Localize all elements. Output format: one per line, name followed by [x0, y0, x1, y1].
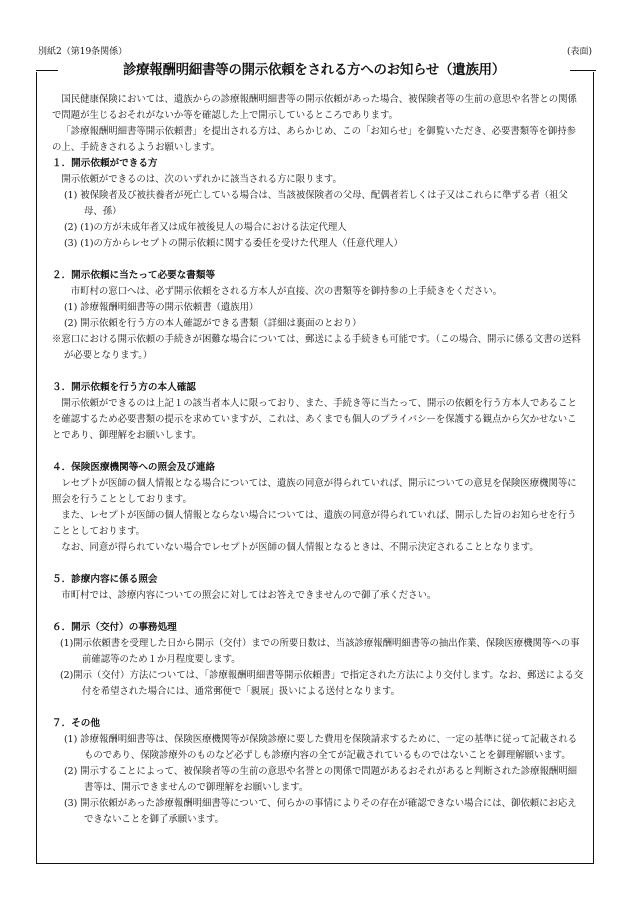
list-item: (2) 開示することによって、被保険者等の生前の意思や名誉との関係で問題があるおそれがあると判断された診療報酬明細書等は、開示できませんので御理解をお願いします。 — [64, 766, 577, 793]
section-treatment-inquiry — [52, 572, 584, 604]
list-item: (2)開示（交付）方法については、「診療報酬明細書等開示依頼書」で指定された方法により交付します。なお、郵送による交付を希望された場合には、通常郵便で「親展」扱いによる送付となります。 — [60, 670, 584, 697]
spacer — [52, 252, 584, 268]
notice-body — [52, 92, 584, 828]
section-identity-verification — [52, 380, 584, 444]
intro-paragraph: 「診療報酬明細書等開示依頼書」を提出される方は、あらかじめ、この「お知らせ」を御覧いただき、必要書類等を御持参の上、手続きされるようお願いします。 — [52, 126, 576, 153]
list-item: (3) (1)の方からレセプトの開示依頼に関する委任を受けた代理人（任意代理人） — [64, 238, 403, 249]
spacer — [52, 604, 584, 620]
section-text: レセプトが医師の個人情報となる場合については、遺族の同意が得られていれば、開示についての意見を保険医療機関等に照会を行うこととしております。 — [52, 478, 577, 505]
intro-paragraph: 国民健康保険においては、遺族からの診療報酬明細書等の開示依頼があった場合、被保険者等の生前の意思や名誉との関係で問題が生じるおそれがないか等を確認した上で開示しているところであります。 — [52, 94, 577, 121]
list-item: (2) 開示依頼を行う方の本人確認ができる書類（詳細は裏面のとおり） — [64, 318, 362, 329]
section-text: 開示依頼ができるのは上記１の該当者本人に限っており、また、手続き等に当たって、開示の依頼を行う方本人であることを確認するため必要書類の提示を求めていますが、これは、あくまでも個人のプライバシーを保護する観点から欠かせないことであり、御理解をお願いします。 — [52, 398, 577, 441]
page-title: 診療報酬明細書等の開示依頼をされる方へのお知らせ（遺族用） — [122, 63, 506, 78]
section-text: 市町村では、診療内容についての照会に対してはお答えできませんので御了承ください。 — [61, 590, 437, 601]
list-item: (2) (1)の方が未成年者又は成年被後見人の場合における法定代理人 — [64, 222, 347, 233]
spacer — [52, 700, 584, 716]
section-text: なお、同意が得られていない場合でレセプトが医師の個人情報となるときは、不開示決定されることとなります。 — [61, 542, 539, 553]
section-text: 市町村の窓口へは、必ず開示依頼をされる方本人が直接、次の書類等を御持参の上手続きをください。 — [70, 286, 503, 297]
spacer — [52, 556, 584, 572]
postal-note: ※窓口における開示依頼の手続きが困難な場合については、郵送による手続きも可能です。（この場合、開示に係る文書の送料が必要となります。） — [52, 334, 581, 361]
section-heading: ６．開示（交付）の事務処理 — [52, 622, 177, 633]
section-heading: ４．保険医療機関等への照会及び連絡 — [52, 462, 216, 473]
section-institution-inquiry — [52, 460, 584, 556]
section-heading: ７．その他 — [52, 718, 100, 729]
section-text: また、レセプトが医師の個人情報とならない場合については、遺族の同意が得られていれば、開示した旨のお知らせを行うこととしております。 — [52, 510, 577, 537]
section-heading: １．開示依頼ができる方 — [52, 158, 158, 169]
section-heading: ３．開示依頼を行う方の本人確認 — [52, 382, 196, 393]
title-rule-right — [570, 70, 596, 71]
title-rule-left — [36, 70, 58, 71]
section-other — [52, 716, 584, 828]
form-reference-label: 別紙2（第19条関係） — [38, 47, 128, 57]
list-item: (1) 診療報酬明細書等の開示依頼書（遺族用） — [64, 302, 259, 313]
list-item: (3) 開示依頼があった診療報酬明細書等について、何らかの事情によりその存在が確認できない場合には、御依頼にお応えできないことを御了承願います。 — [64, 798, 577, 825]
section-eligible-requesters — [52, 156, 584, 252]
section-heading: ５．診療内容に係る照会 — [52, 574, 158, 585]
section-heading: ２．開示依頼に当たって必要な書類等 — [52, 270, 216, 281]
section-required-documents — [52, 268, 584, 364]
section-disclosure-processing — [52, 620, 584, 700]
section-text: 開示依頼ができるのは、次のいずれかに該当される方に限ります。 — [61, 174, 342, 185]
page-side-label: (表面) — [566, 47, 592, 57]
spacer — [52, 444, 584, 460]
list-item: (1) 被保険者及び被扶養者が死亡している場合は、当該被保険者の父母、配偶者若しくは子又はこれらに準ずる者（祖父母、孫） — [64, 190, 568, 217]
list-item: (1)開示依頼書を受理した日から開示（交付）までの所要日数は、当該診療報酬明細書等の抽出作業、保険医療機関等への事前確認等のため１か月程度要します。 — [60, 638, 580, 665]
list-item: (1) 診療報酬明細書等は、保険医療機関等が保険診療に要した費用を保険請求するために、一定の基準に従って記載されるものであり、保険診療外のものなど必ずしも診療内容の全てが記載されているものではないことを御理解願います。 — [64, 734, 578, 761]
spacer — [52, 364, 584, 380]
